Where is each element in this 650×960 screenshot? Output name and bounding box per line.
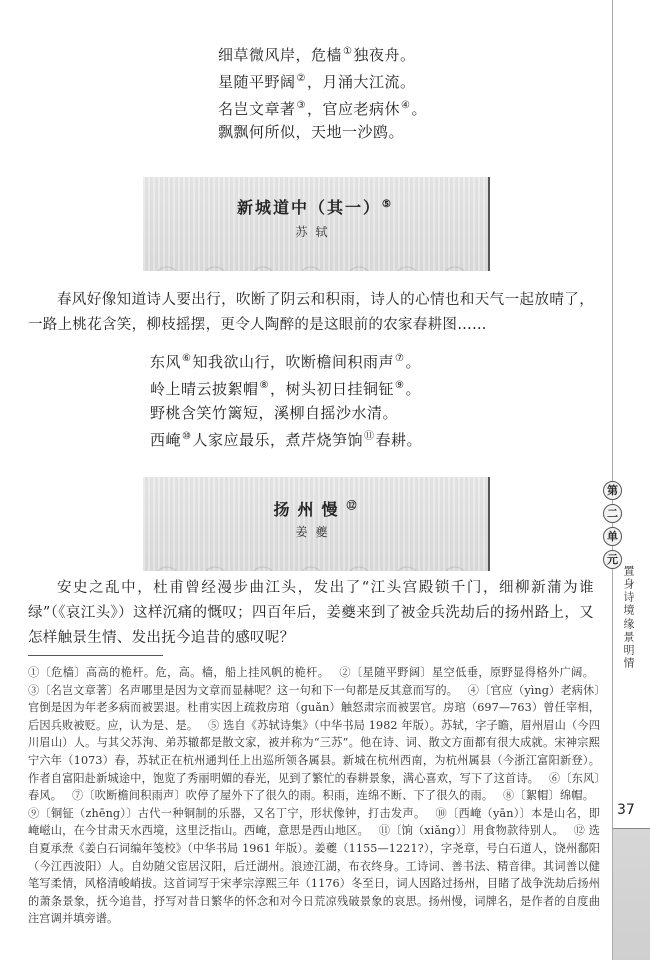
- footnote-marker[interactable]: ⑤: [382, 199, 393, 210]
- intro-paragraph: 安史之乱中，杜甫曾经漫步曲江头，发出了“江头宫殿锁千门，细柳新蒲为谁绿”（《哀江头》）这样沉痛的慨叹；四百年后，姜夔来到了被金兵洗劫后的扬州路上，又怎样触景生情、发出抚今追昔的感叹呢？: [28, 580, 594, 646]
- unit-tab-char: 单: [603, 527, 622, 546]
- poem-du-fu: [218, 40, 427, 144]
- footnote-1: ①〔危樯〕高高的桅杆。危，高。樯，船上挂风帆的桅杆。: [28, 666, 330, 679]
- poem-author: 苏轼: [295, 225, 336, 239]
- unit-tab-group: [603, 481, 623, 573]
- poem-line: 名岂文章著③，官应老病休④。: [218, 100, 427, 118]
- poem-title: 扬州慢⑫: [273, 500, 357, 519]
- cloud-pattern-decoration: [143, 249, 488, 271]
- footnote-11: ⑪〔饷（xiǎng）〕用食物款待别人。: [378, 824, 564, 838]
- footnote-marker[interactable]: ⑫: [346, 501, 357, 512]
- footnote-8: ⑧〔絮帽〕绵帽。: [503, 789, 595, 803]
- footnote-12: ⑫ 选自夏承焘《姜白石词编年笺校》（中华书局 1961 年版）。姜夔（1155—1221?），字尧章，号白石道人，饶州鄱阳（今江西波阳）人。自幼随父宦居汉阳，后迁湖州。浪迹江湖，布衣终身。工诗词、善书法、精音律。其词善以健笔写柔情，风格清峻峭拔。这首词写于宋孝宗淳熙三年（1176）冬至日，词人因路过扬州，目睹了战争洗劫后扬州的萧条景象，抚今追昔，抒写对昔日繁华的怀念和对今日荒凉残破景象的哀思。扬州慢，词牌名，是作者的自度曲注宫调并填旁谱。: [28, 824, 601, 926]
- poem-line: 星随平野阔②，月涌大江流。: [218, 73, 416, 91]
- footnote-marker[interactable]: ⑧: [259, 380, 269, 391]
- footnote-4: ④〔官应（yìng）老病休〕官倒是因为年老多病而被罢退。杜甫实因上疏救房琯（guǎn）触怒肃宗而被罢官。房琯（697—763）曾任宰相，后因兵败被贬。应，认为是、是。: [28, 683, 600, 732]
- footnote-2: ②〔星随平野阔〕星空低垂，原野显得格外广阔。: [339, 666, 595, 679]
- footnote-marker[interactable]: ④: [401, 100, 411, 111]
- poem-title: 新城道中（其一）⑤: [237, 198, 393, 217]
- footnote-3: ③〔名岂文章著〕名声哪里是因为文章而显赫呢？这一句和下一句都是反其意而写的。: [28, 683, 459, 697]
- footnote-marker[interactable]: ⑥: [182, 353, 192, 364]
- intro-paragraph: 春风好像知道诗人要出行，吹断了阴云和积雨，诗人的心情也和天气一起放晴了，一路上桃花含笑，柳枝摇摆，更令人陶醉的是这眼前的农家春耕图……: [28, 292, 594, 333]
- unit-tab-char: 元: [603, 550, 622, 569]
- unit-subtitle: 置身诗境: [622, 565, 635, 617]
- footnote-5: ⑤ 选自《苏轼诗集》（中华书局 1982 年版）。苏轼，字子瞻，眉州眉山（今四川眉山）人。与其父苏洵、弟苏辙都是散文家，被并称为“三苏”。他在诗、词、散文方面都有很大成就。宋神宗熙宁六年（1073）春，苏轼正在杭州通判任上出巡所领各属县。新城在杭州西南，为杭州属县（今浙江富阳新登）。作者自富阳赴新城途中，饱览了秀丽明媚的春光，见到了繁忙的春耕景象，满心喜欢，写下了这首诗。: [28, 718, 600, 785]
- footnote-marker[interactable]: ⑨: [395, 380, 405, 391]
- footnote-marker[interactable]: ⑩: [182, 431, 192, 442]
- poem-xinchengdaozhong: [150, 347, 422, 452]
- unit-tab-char: 第: [603, 481, 622, 500]
- poem-line: 西崦⑩人家应最乐，煮芹烧笋饷⑪春耕。: [150, 431, 423, 449]
- footnote-marker[interactable]: ⑪: [364, 431, 375, 442]
- poem-title-banner-yangzhouman: [143, 477, 490, 571]
- footnote-9: ⑨〔铜钲（zhēng）〕古代一种铜制的乐器，又名丁宁，形状像钟，打击发声。: [28, 806, 426, 820]
- footnote-marker[interactable]: ②: [296, 73, 306, 84]
- poem-line: 东风⑥知我欲山行，吹断檐间积雨声⑦。: [150, 353, 421, 371]
- footnote-marker[interactable]: ⑦: [395, 353, 405, 364]
- poem-author: 姜夔: [295, 525, 336, 539]
- poem-line: 岭上晴云披絮帽⑧，树头初日挂铜钲⑨。: [150, 380, 421, 398]
- cloud-pattern-decoration: [143, 549, 488, 571]
- page-number: 37: [617, 802, 635, 818]
- poem-line: 野桃含笑竹篱短，溪柳自摇沙水清。: [150, 404, 399, 422]
- unit-subtitle: 缘景明情: [622, 618, 635, 670]
- footnote-10: ⑩〔西崦（yān）〕本是山名，即崦嵫山，在今甘肃天水西境，这里泛指山。西崦，意思是西山地区。: [28, 806, 600, 838]
- poem-title-banner-xinchengdaozhong: [143, 177, 490, 271]
- footnotes: [28, 664, 600, 928]
- poem-line: 飘飘何所似，天地一沙鸥。: [218, 123, 405, 141]
- footnote-marker[interactable]: ③: [296, 100, 306, 111]
- poem-line: 细草微风岸，危樯①独夜舟。: [218, 46, 416, 64]
- footnote-6: ⑥〔东风〕春风。: [28, 771, 600, 803]
- footnote-7: ⑦〔吹断檐间积雨声〕吹停了屋外下了很久的雨。积雨，连绵不断、下了很久的雨。: [71, 789, 494, 803]
- unit-tab-char: 二: [603, 504, 622, 523]
- footnote-divider: [28, 655, 163, 656]
- edge-tab: [613, 829, 650, 960]
- footnote-marker[interactable]: ①: [343, 46, 353, 57]
